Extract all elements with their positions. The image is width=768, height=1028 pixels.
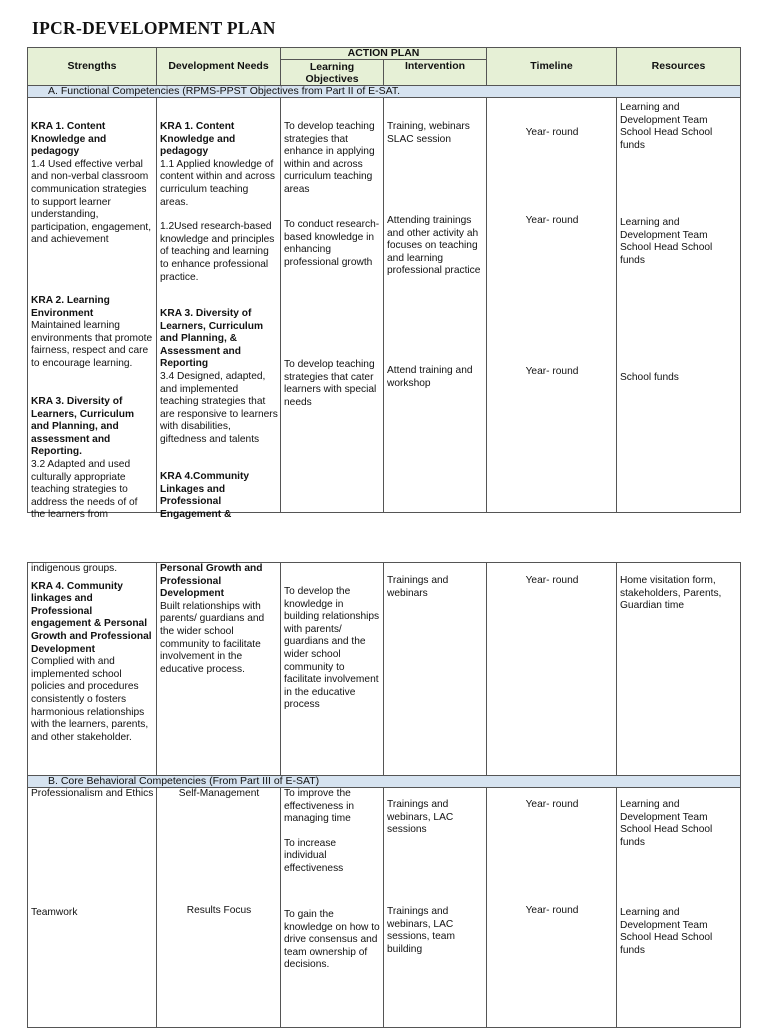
intervention-cell-2 bbox=[384, 563, 487, 776]
dev-kra3-title: KRA 3. Diversity of Learners, Curriculum and Planning, & Assessment and Reporting bbox=[160, 308, 264, 370]
section-functional-competencies: A. Functional Competencies (RPMS-PPST Objectives from Part II of E-SAT. bbox=[28, 86, 741, 98]
strength-continued-text: indigenous groups. bbox=[31, 563, 118, 574]
development-needs-cell-3 bbox=[157, 788, 281, 1028]
strength-professionalism: Professionalism and Ethics bbox=[31, 788, 154, 799]
strength-kra2-title: KRA 2. Learning Environment bbox=[31, 295, 110, 319]
strength-kra3-text: 3.2 Adapted and used culturally appropriate teaching strategies to address the needs of of the learners from bbox=[31, 458, 138, 521]
objective-5b: To increase individual effectiveness bbox=[284, 837, 344, 874]
timeline-2: Year- round bbox=[525, 215, 579, 226]
page-title: IPCR-DEVELOPMENT PLAN bbox=[32, 18, 276, 38]
header-intervention: Intervention bbox=[384, 60, 487, 86]
intervention-3: Attend training and workshop bbox=[387, 365, 473, 389]
learning-objectives-cell-2 bbox=[281, 563, 384, 776]
resources-cell-3 bbox=[617, 788, 741, 1028]
development-needs-cell-2 bbox=[157, 563, 281, 776]
dev-self-management: Self-Management bbox=[178, 788, 260, 799]
resources-5: Learning and Development Team School Head School funds bbox=[620, 799, 713, 848]
timeline-1: Year- round bbox=[525, 127, 579, 138]
strengths-cell-3 bbox=[28, 788, 157, 1028]
learning-objectives-cell-3 bbox=[281, 788, 384, 1028]
strength-kra4-title: KRA 4. Community linkages and Professional engagement & Personal Growth and Professional Development bbox=[31, 580, 152, 655]
header-resources: Resources bbox=[617, 48, 741, 86]
strength-teamwork: Teamwork bbox=[31, 907, 78, 918]
strength-kra4-text: Complied with and implemented school policies and procedures consistently o fosters harmonious relationships with the learners, parents, and other stakeholder. bbox=[31, 656, 149, 743]
objective-4: To develop the knowledge in building relationships with parents/ guardians and the wider school community to facilitate involvement in the educative process bbox=[284, 586, 380, 711]
dev-kra4-title: KRA 4.Community Linkages and Professional Engagement & bbox=[160, 471, 250, 520]
header-action-plan: ACTION PLAN bbox=[281, 48, 487, 60]
strength-kra2-text: Maintained learning environments that promote fairness, respect and care to encourage learning. bbox=[31, 320, 153, 369]
resources-4: Home visitation form, stakeholders, Parents, Guardian time bbox=[620, 575, 722, 612]
resources-1: Learning and Development Team School Head School funds bbox=[620, 102, 713, 151]
dev-kra3-text: 3.4 Designed, adapted, and implemented teaching strategies that are responsive to learners with disabilities, giftedness and talents bbox=[160, 370, 278, 445]
strengths-cell bbox=[28, 98, 157, 521]
strength-kra3-title: KRA 3. Diversity of Learners, Curriculum and Planning, and assessment and Reporting. bbox=[31, 396, 135, 458]
dev-kra4-continued-title: Personal Growth and Professional Development bbox=[160, 563, 263, 600]
timeline-4: Year- round bbox=[525, 575, 579, 586]
resources-cell bbox=[617, 98, 741, 513]
objective-3: To develop teaching strategies that cater learners with special needs bbox=[284, 359, 377, 408]
strength-kra1-text: 1.4 Used effective verbal and non-verbal classroom communication strategies to support learner understanding, participation, engagement, and achievement bbox=[31, 158, 152, 246]
objective-5a: To improve the effectiveness in managing time bbox=[284, 788, 355, 825]
dev-kra1-text2: 1.2Used research-based knowledge and principles of teaching and learning to enhance professional practice. bbox=[160, 221, 275, 283]
dev-kra1-title: KRA 1. Content Knowledge and pedagogy bbox=[160, 121, 236, 158]
dev-results-focus: Results Focus bbox=[186, 905, 252, 916]
intervention-cell-3 bbox=[384, 788, 487, 1028]
timeline-6: Year- round bbox=[525, 905, 579, 916]
header-strengths: Strengths bbox=[28, 48, 157, 86]
header-learning-objectives: Learning Objectives bbox=[281, 60, 384, 86]
timeline-3: Year- round bbox=[525, 366, 579, 377]
intervention-1: Training, webinars SLAC session bbox=[387, 121, 470, 145]
strength-kra1-title: KRA 1. Content Knowledge and pedagogy bbox=[31, 121, 107, 158]
resources-2: Learning and Development Team School Head School funds bbox=[620, 217, 713, 266]
timeline-cell-2 bbox=[487, 563, 617, 776]
intervention-cell bbox=[384, 98, 487, 513]
intervention-6: Trainings and webinars, LAC sessions, team building bbox=[387, 906, 455, 955]
development-plan-table-page2 bbox=[27, 562, 741, 1028]
strengths-cell-2 bbox=[28, 563, 157, 776]
intervention-5: Trainings and webinars, LAC sessions bbox=[387, 799, 454, 836]
resources-3: School funds bbox=[620, 372, 679, 383]
objective-1: To develop teaching strategies that enhance in applying within and across curriculum teaching areas bbox=[284, 121, 375, 195]
section-core-behavioral-competencies: B. Core Behavioral Competencies (From Part III of E-SAT) bbox=[28, 776, 741, 788]
dev-kra1-text1: 1.1 Applied knowledge of content within and across curriculum teaching areas. bbox=[160, 158, 275, 208]
timeline-5: Year- round bbox=[525, 799, 579, 810]
timeline-cell-3 bbox=[487, 788, 617, 1028]
intervention-4: Trainings and webinars bbox=[387, 575, 449, 599]
development-needs-cell bbox=[157, 98, 281, 520]
resources-6: Learning and Development Team School Head School funds bbox=[620, 907, 713, 956]
header-development-needs: Development Needs bbox=[157, 48, 281, 86]
learning-objectives-cell bbox=[281, 98, 384, 513]
resources-cell-2 bbox=[617, 563, 741, 776]
objective-2: To conduct research-based knowledge in enhancing professional growth bbox=[284, 219, 380, 268]
development-plan-table-page1 bbox=[27, 47, 741, 521]
intervention-2: Attending trainings and other activity ah focuses on teaching and learning professional practice bbox=[387, 215, 481, 277]
dev-kra4-text: Built relationships with parents/ guardians and the wider school community to facilitate involvement in the educative process. bbox=[160, 600, 265, 675]
objective-6: To gain the knowledge on how to drive consensus and team ownership of decisions. bbox=[284, 909, 380, 971]
header-timeline: Timeline bbox=[487, 48, 617, 86]
timeline-cell bbox=[487, 98, 617, 513]
